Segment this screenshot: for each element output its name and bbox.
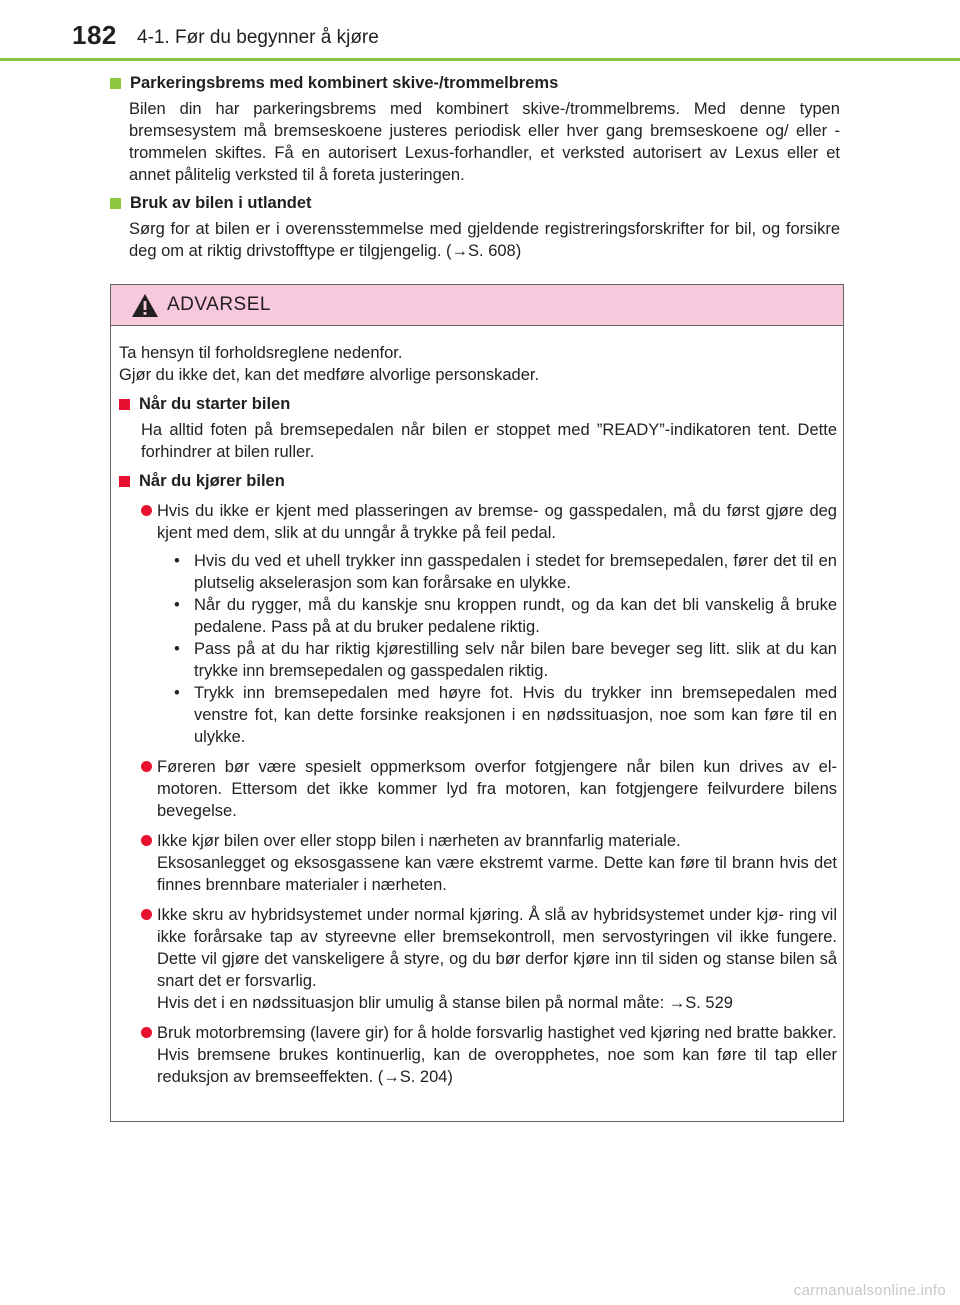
warning-header (111, 285, 843, 326)
sub-bullet-text: Trykk inn bremsepedalen med høyre fot. Hvis du trykker inn bremsepedalen med venstre fot, kan dette forsinke reaksjonen i en nødssituasjon, noe som kan føre til en ulykke. (194, 684, 837, 746)
sub-bullet-item (170, 594, 837, 638)
sub-bullet-item (170, 550, 837, 594)
sub-bullet-text: Når du rygger, må du kanskje snu kroppen rundt, og da kan det bli vanskelig å bruke pedalene. Pass på at du bruker pedalene riktig. (194, 596, 837, 636)
warning-bullet (141, 904, 837, 1014)
round-bullet-icon (141, 761, 152, 772)
sub-bullet-glyph: • (174, 640, 180, 658)
bullet-text (157, 904, 837, 1014)
bullet-line: Hvis det i en nødssituasjon blir umulig å stanse bilen på normal måte: →S. 529 (157, 994, 733, 1012)
section-parking-brake (110, 72, 840, 186)
sub-bullet-text: Hvis du ved et uhell trykker inn gasspedalen i stedet for bremsepedalen, fører det til en plutselig akselerasjon som kan forårsake en ulykke. (194, 552, 837, 592)
warning-intro-line: Gjør du ikke det, kan det medføre alvorlige personskader. (119, 366, 540, 384)
bullet-text (157, 830, 837, 896)
sub-bullet-list (157, 550, 837, 748)
sub-bullet-glyph: • (174, 684, 180, 702)
warning-bullet (141, 1022, 837, 1088)
watermark: carmanualsonline.info (793, 1282, 946, 1299)
round-bullet-icon (141, 835, 152, 846)
square-bullet-icon (119, 399, 130, 410)
bullet-text (157, 1022, 837, 1088)
sub-bullet-glyph: • (174, 596, 180, 614)
section-paragraph: Bilen din har parkeringsbrems med kombinert skive-/trommelbrems. Med denne typen bremsesystem må bremseskoene justeres periodisk eller hver gang bremseskoene og/ eller -trommelen skiftes. Få en autorisert Lexus-forhandler, et verksted autorisert av Lexus eller et annet pålitelig verksted til å foreta justeringen. (129, 100, 840, 184)
square-bullet-icon (110, 78, 121, 89)
square-bullet-icon (110, 198, 121, 209)
sub-bullet-item (170, 682, 837, 748)
warning-box (110, 284, 844, 1122)
sub-bullet-item (170, 638, 837, 682)
page-number: 182 (72, 20, 117, 50)
bullet-text (157, 500, 837, 748)
sub-bullet-text: Pass på at du har riktig kjørestilling selv når bilen bare beveger seg litt. slik at du kan trykke inn bremsepedalen og gasspedalen riktig. (194, 640, 837, 680)
round-bullet-icon (141, 505, 152, 516)
square-bullet-icon (119, 476, 130, 487)
warning-bullet (141, 500, 837, 748)
warning-triangle-icon (131, 293, 159, 318)
subheading-text: Når du starter bilen (139, 395, 291, 413)
bullet-line: Ikke skru av hybridsystemet under normal kjøring. Å slå av hybridsystemet under kjø- ring vil ikke forårsake tap av styreevne eller bremsekontroll, men servostyringen vil ikke fungere. Dette vil gjøre det vanskeligere å styre, og du bør derfor kjøre inn til siden og stanse bilen så snart det er forsvarlig. (157, 906, 837, 990)
section-abroad (110, 192, 840, 262)
warning-intro (119, 342, 837, 386)
section-heading (110, 72, 840, 94)
warning-body (111, 326, 843, 1088)
round-bullet-icon (141, 1027, 152, 1038)
warning-paragraph: Ha alltid foten på bremsepedalen når bilen er stoppet med ”READY”-indikatoren tent. Dette forhindrer at bilen ruller. (141, 421, 837, 461)
section-paragraph: Sørg for at bilen er i overensstemmelse med gjeldende registreringsforskrifter for bil, og forsikre deg om at riktig drivstofftype er tilgjengelig. (→S. 608) (129, 220, 840, 260)
warning-bullet (141, 830, 837, 896)
bullet-line: Eksosanlegget og eksosgassene kan være ekstremt varme. Dette kan føre til brann hvis det finnes brennbare materialer i nærheten. (157, 854, 837, 894)
section-heading-text: Bruk av bilen i utlandet (130, 194, 312, 212)
chapter-title: 4-1. Før du begynner å kjøre (137, 27, 379, 48)
bullet-line: Hvis bremsene brukes kontinuerlig, kan de overopphetes, noe som kan føre til tap eller reduksjon av bremseeffekten. (→S. 204) (157, 1046, 837, 1086)
section-heading-text: Parkeringsbrems med kombinert skive-/trommelbrems (130, 74, 559, 92)
bullet-paragraph: Hvis du ikke er kjent med plasseringen av bremse- og gasspedalen, må du først gjøre deg kjent med dem, slik at du unngår å trykke på feil pedal. (157, 502, 837, 542)
header-rule (0, 58, 960, 61)
subheading-text: Når du kjører bilen (139, 472, 285, 490)
section-heading (110, 192, 840, 214)
bullet-line: Ikke kjør bilen over eller stopp bilen i nærheten av brannfarlig materiale. (157, 832, 681, 850)
warning-subheading-starting (119, 393, 837, 415)
bullet-text: Føreren bør være spesielt oppmerksom overfor fotgjengere når bilen kun drives av el-motoren. Ettersom det ikke kommer lyd fra motoren, kan fotgjengere feilvurdere bilens bevegelse. (157, 758, 837, 820)
warning-bullet (141, 756, 837, 822)
warning-title: ADVARSEL (167, 294, 271, 315)
round-bullet-icon (141, 909, 152, 920)
warning-intro-line: Ta hensyn til forholdsreglene nedenfor. (119, 344, 403, 362)
bullet-line: Bruk motorbremsing (lavere gir) for å holde forsvarlig hastighet ved kjøring ned bratte bakker. (157, 1024, 837, 1042)
sub-bullet-glyph: • (174, 552, 180, 570)
warning-subheading-driving (119, 470, 837, 492)
page-header (0, 0, 960, 62)
main-content (110, 72, 840, 268)
